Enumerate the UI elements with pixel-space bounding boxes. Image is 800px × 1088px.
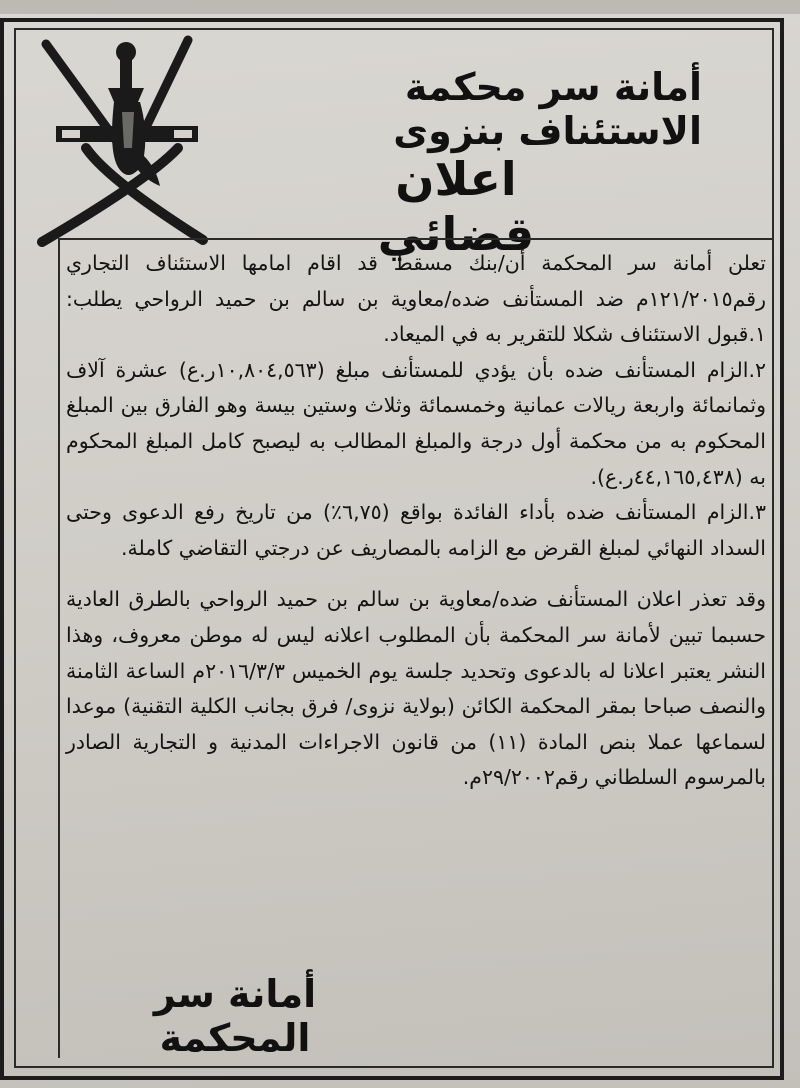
- page-top-strip: [0, 0, 800, 14]
- signature-line: أمانة سر المحكمة: [153, 972, 317, 1060]
- notice-title: اعلان قضائي: [377, 152, 535, 262]
- notice-paragraph-amount: ٢.الزام المستأنف ضده بأن يؤدي للمستأنف مبلغ (١٠,٨٠٤,٥٦٣ر.ع) عشرة آلاف وثمانمائة واربعة ريالات عمانية وخمسمائة وثلاث وستين بيسة وهو الفارق بين المبلغ المحكوم به من محكمة أول درجة والمبلغ المطالب به ليصبح كامل المبلغ المحكوم به (٤٤,١٦٥,٤٣٨ر.ع).: [66, 357, 767, 489]
- notice-paragraph-interest: ٣.الزام المستأنف ضده بأداء الفائدة بواقع (٦,٧٥٪) من تاريخ رفع الدعوى وحتى السداد النهائي لمبلغ القرض مع الزامه بالمصاريف عن درجتي التقاضي كاملة.: [66, 500, 766, 560]
- notice-paragraph-claim: تعلن أمانة سر المحكمة أن/بنك مسقط قد اقام امامها الاستئناف التجاري رقم١٢١/٢٠١٥م ضد المستأنف ضده/معاوية بن سالم بن حميد الرواحي يطلب: ١.قبول الاستئناف شكلا للتقرير به في الميعاد.: [66, 251, 766, 347]
- court-heading: أمانة سر محكمة الاستئناف بنزوى: [393, 65, 702, 153]
- notice-paragraph-hearing: وقد تعذر اعلان المستأنف ضده/معاوية بن سالم بن حميد الرواحي بالطرق العادية حسبما تبين لأمانة سر المحكمة بأن المطلوب اعلانه ليس له موطن معروف، وهذا النشر يعتبر اعلانا له بالدعوى وتحديد جلسة يوم الخميس ٢٠١٦/٣/٣م الساعة الثامنة والنصف صباحا بمقر المحكمة الكائن (بولاية نزوى/ فرق بجانب الكلية التقنية) موعدا لسماعها عملا بنص المادة (١١) من قانون الاجراءات المدنية و التجارية الصادر بالمرسوم السلطاني رقم٢٩/٢٠٠٢م.: [66, 587, 766, 790]
- oman-national-emblem-icon: [28, 30, 228, 250]
- notice-body: [66, 246, 766, 796]
